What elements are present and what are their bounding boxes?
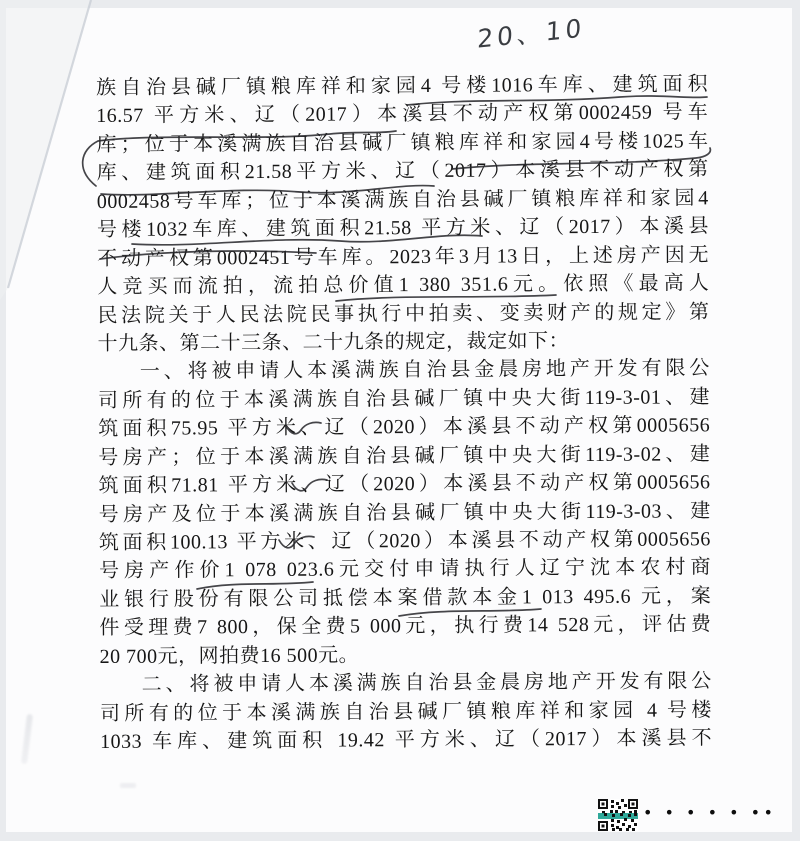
trailing-dots: • • • • • ••: [643, 803, 777, 822]
document-line: 司所有的位于本溪满族自治县碱厂镇中央大街119-3-01、建: [97, 386, 711, 412]
document-line: 二、将被申请人本溪满族自治县金晨房地产开发有限公: [141, 670, 712, 696]
document-body: [96, 70, 712, 756]
document-line: 筑面积71.81 平方米、辽（2020）本溪县不动产权第0005656: [98, 471, 711, 498]
document-line: 库；位于本溪满族自治县碱厂镇粮库祥和家园4号楼1025车: [96, 130, 709, 156]
document-line: 业银行股份有限公司抵偿本案借款本金1 013 495.6 元，案: [99, 585, 712, 611]
document-line: 族自治县碱厂镇粮库祥和家园4 号楼1016车库、建筑面积: [96, 73, 709, 99]
document-line: 司所有的位于本溪满族自治县碱厂镇粮库祥和家园 4 号楼: [99, 698, 712, 725]
document-line: 民法院关于人民法院民事执行中拍卖、变卖财产的规定》第: [97, 300, 710, 327]
document-line: 号房产作价1 078 023.6元交付申请执行人辽宁沈本农村商: [98, 556, 712, 583]
document-line: 一、将被申请人本溪满族自治县金晨房地产开发有限公: [139, 357, 710, 384]
document-line: 号楼1032车库、建筑面积21.58 平方米、辽（2017）本溪县: [96, 215, 710, 242]
document-line: 不动产权第0002451号车库。2023年3月13日，上述房产因无: [97, 243, 710, 270]
document-line: 号房产；位于本溪满族自治县碱厂镇中央大街119-3-02、建: [98, 442, 711, 469]
document-line: 件受理费7 800，保全费5 000元，执行费14 528元，评估费: [99, 613, 712, 640]
document-line: 16.57 平方米、辽（2017）本溪县不动产权第0002459 号车: [96, 101, 709, 128]
qr-code: [598, 799, 638, 831]
document-line: 筑面积75.95 平方米、辽（2020）本溪县不动产权第0005656: [98, 414, 711, 441]
document-line: 库、建筑面积21.58平方米、辽（2017）本溪县不动产权第: [96, 158, 709, 185]
document-line: 号房产及位于本溪满族自治县碱厂镇中央大街119-3-03、建: [98, 499, 711, 526]
document-line: 人竞买而流拍，流拍总价值1 380 351.6元。依照《最高人: [97, 272, 710, 299]
document-line: 1033 车库、建筑面积 19.42 平方米、辽（2017）本溪县不: [100, 727, 713, 754]
document-line: 筑面积100.13 平方米、辽（2020）本溪县不动产权第0005656: [98, 528, 711, 554]
document-line: 20 700元，网拍费16 500元。: [99, 644, 360, 668]
handwritten-note: 20、10: [476, 13, 586, 54]
ink-smudge: [120, 783, 136, 788]
document-line: 0002458号车库；位于本溪满族自治县碱厂镇粮库祥和家园4: [96, 187, 709, 213]
document-line: 十九条、第二十三条、二十九条的规定，裁定如下：: [97, 330, 570, 355]
